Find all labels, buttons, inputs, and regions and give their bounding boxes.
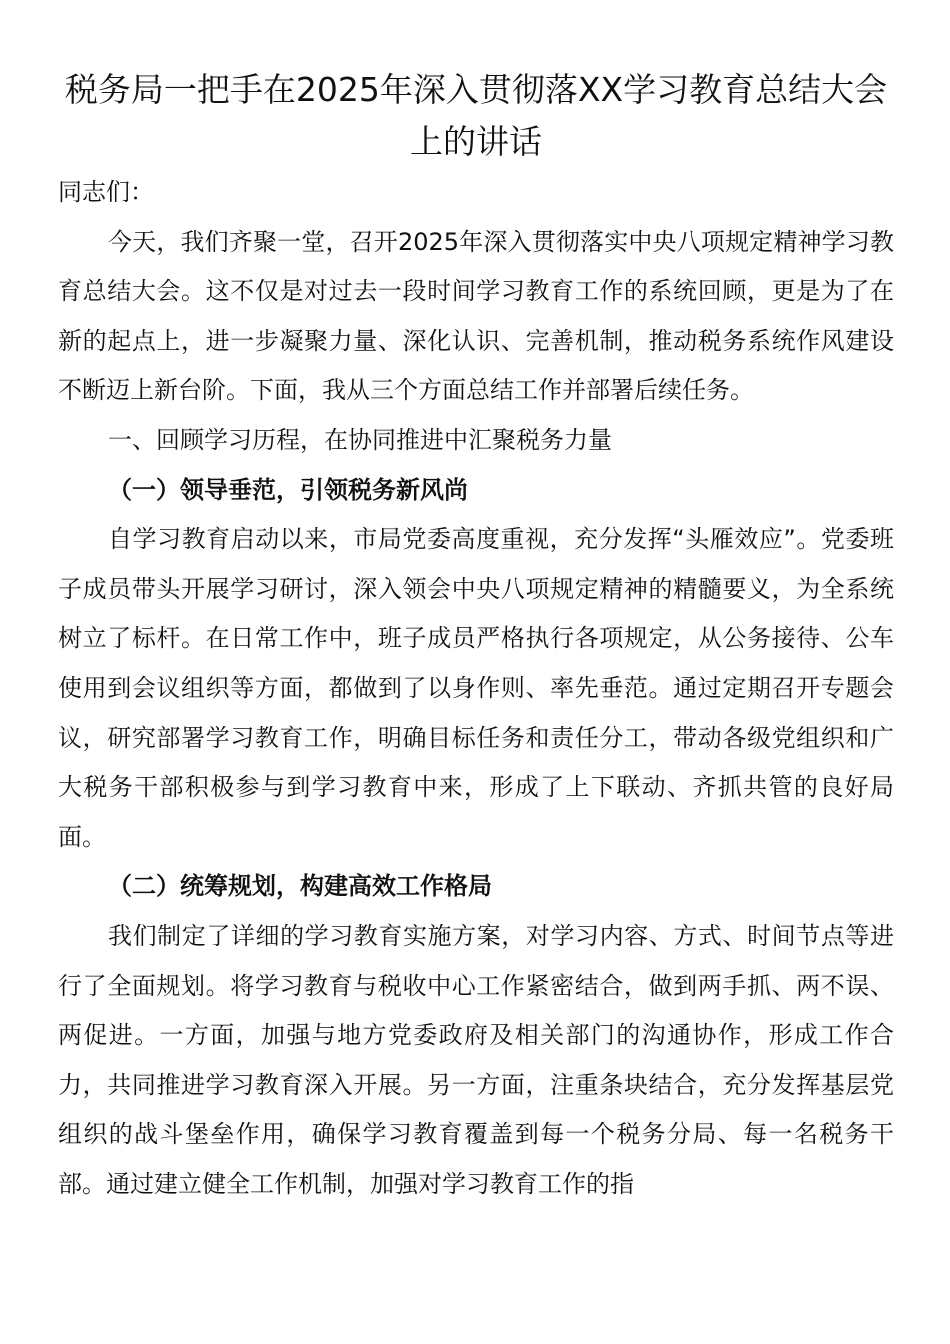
- subsection-2-heading: （二）统筹规划，构建高效工作格局: [108, 872, 492, 901]
- document-page: [58, 64, 894, 1209]
- salutation: 同志们：: [58, 178, 154, 206]
- section-1-heading: 一、回顾学习历程，在协同推进中汇聚税务力量: [108, 425, 612, 454]
- document-title: 税务局一把手在2025年深入贯彻落XX学习教育总结大会上的讲话: [64, 70, 888, 161]
- subsection-2-body: 我们制定了详细的学习教育实施方案，对学习内容、方式、时间节点等进行了全面规划。将学习教育与税收中心工作紧密结合，做到两手抓、两不误、两促进。一方面，加强与地方党委政府及相关部门的沟通协作，形成工作合力，共同推进学习教育深入开展。另一方面，注重条块结合，充分发挥基层党组织的战斗堡垒作用，确保学习教育覆盖到每一个税务分局、每一名税务干部。通过建立健全工作机制，加强对学习教育工作的指: [58, 921, 894, 1198]
- intro-paragraph: 今天，我们齐聚一堂，召开2025年深入贯彻落实中央八项规定精神学习教育总结大会。这不仅是对过去一段时间学习教育工作的系统回顾，更是为了在新的起点上，进一步凝聚力量、深化认识、完善机制，推动税务系统作风建设不断迈上新台阶。下面，我从三个方面总结工作并部署后续任务。: [58, 227, 894, 405]
- subsection-1-heading: （一）领导垂范，引领税务新风尚: [108, 475, 468, 504]
- subsection-1-body: 自学习教育启动以来，市局党委高度重视，充分发挥“头雁效应”。党委班子成员带头开展学习研讨，深入领会中央八项规定精神的精髓要义，为全系统树立了标杆。在日常工作中，班子成员严格执行各项规定，从公务接待、公车使用到会议组织等方面，都做到了以身作则、率先垂范。通过定期召开专题会议，研究部署学习教育工作，明确目标任务和责任分工，带动各级党组织和广大税务干部积极参与到学习教育中来，形成了上下联动、齐抓共管的良好局面。: [58, 525, 894, 851]
